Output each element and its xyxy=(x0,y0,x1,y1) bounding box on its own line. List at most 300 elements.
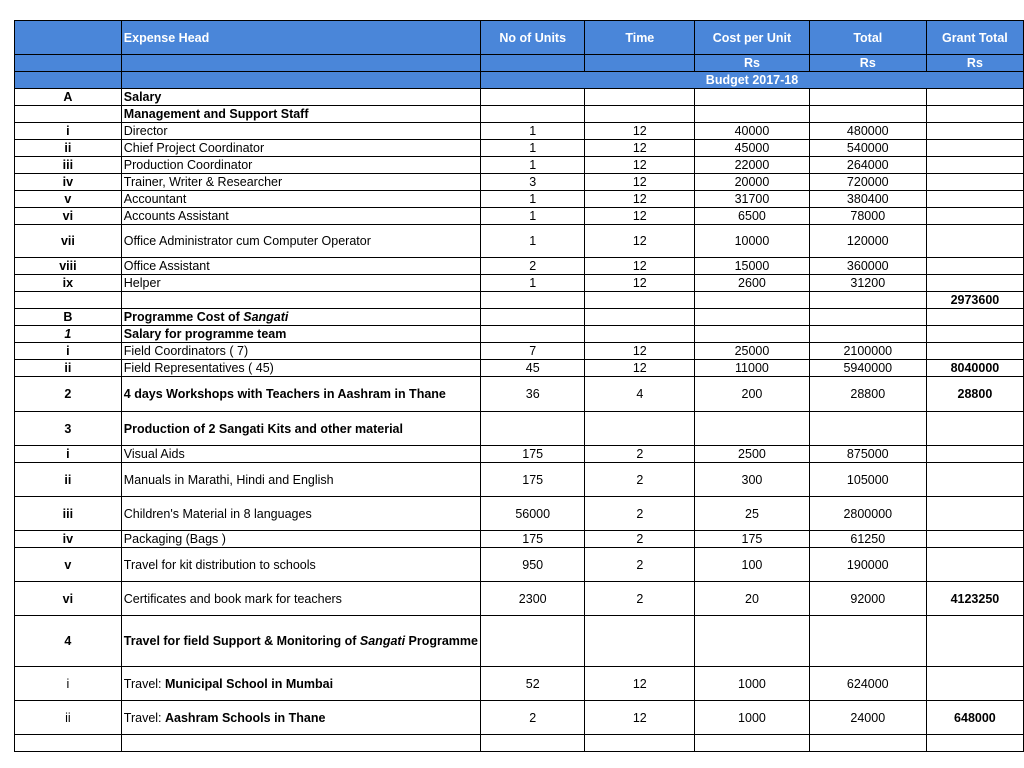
row-code-cell[interactable] xyxy=(15,140,122,157)
table-row xyxy=(15,343,1024,360)
expense-head-cell[interactable] xyxy=(121,106,480,123)
total-cell[interactable]: 480000 xyxy=(809,123,926,140)
row-code-cell[interactable] xyxy=(15,531,122,548)
row-code-cell[interactable] xyxy=(15,157,122,174)
row-code-cell[interactable] xyxy=(15,343,122,360)
expense-head-tail: Programme xyxy=(405,634,478,648)
cell[interactable] xyxy=(121,55,480,72)
grant-total-cell[interactable] xyxy=(926,140,1023,157)
header-time[interactable]: Time xyxy=(585,21,695,55)
time-cell[interactable] xyxy=(585,292,695,309)
grant-total-cell[interactable] xyxy=(926,275,1023,292)
total-cell[interactable] xyxy=(809,292,926,309)
row-code: A xyxy=(63,90,73,104)
cost-per-unit-cell[interactable] xyxy=(695,616,810,667)
expense-head-text: Management and Support Staff xyxy=(123,107,309,121)
expense-head-text: Manuals in Marathi, Hindi and English xyxy=(123,472,334,487)
total-cell[interactable]: 540000 xyxy=(809,140,926,157)
row-code-cell[interactable] xyxy=(15,582,122,616)
table-row xyxy=(15,531,1024,548)
header-expense-head[interactable]: Expense Head xyxy=(121,21,480,55)
grant-total-cell[interactable]: 2973600 xyxy=(926,292,1023,309)
cost-per-unit-cell[interactable]: 175 xyxy=(695,531,810,548)
table-row xyxy=(15,326,1024,343)
units-cell[interactable]: 3 xyxy=(481,174,585,191)
expense-head-cell[interactable] xyxy=(121,89,480,106)
cost-per-unit-cell[interactable] xyxy=(695,326,810,343)
total-cell[interactable]: 264000 xyxy=(809,157,926,174)
total-cell[interactable]: 720000 xyxy=(809,174,926,191)
table-row xyxy=(15,582,1024,616)
expense-head-cell[interactable] xyxy=(121,208,480,225)
expense-head-cell[interactable] xyxy=(121,548,480,582)
row-code-cell[interactable] xyxy=(15,191,122,208)
expense-head-bold: Aashram Schools in Thane xyxy=(165,710,326,725)
row-code-cell[interactable] xyxy=(15,667,122,701)
grant-total-cell[interactable] xyxy=(926,463,1023,497)
expense-head-bold: Municipal School in Mumbai xyxy=(165,676,334,691)
grant-total-cell[interactable] xyxy=(926,667,1023,701)
header-no-of-units[interactable]: No of Units xyxy=(481,21,585,55)
total-cell[interactable] xyxy=(809,326,926,343)
expense-head-text: Office Assistant xyxy=(123,259,210,273)
units-cell[interactable]: 1 xyxy=(481,275,585,292)
header-code-cell[interactable] xyxy=(15,21,122,55)
table-row xyxy=(15,174,1024,191)
header-row xyxy=(15,21,1024,55)
cost-per-unit-cell[interactable]: 25 xyxy=(695,497,810,531)
grant-total-cell[interactable]: 4123250 xyxy=(926,582,1023,616)
row-code: ii xyxy=(65,710,71,725)
cost-per-unit-cell[interactable]: 200 xyxy=(695,377,810,412)
units-cell[interactable]: 1 xyxy=(481,208,585,225)
expense-head-cell[interactable] xyxy=(121,275,480,292)
currency-cost[interactable]: Rs xyxy=(695,55,810,72)
total-cell[interactable]: 190000 xyxy=(809,548,926,582)
time-cell[interactable]: 12 xyxy=(585,667,695,701)
expense-head-cell[interactable] xyxy=(121,446,480,463)
row-code: v xyxy=(64,557,72,572)
time-cell[interactable]: 2 xyxy=(585,463,695,497)
row-code-cell[interactable] xyxy=(15,275,122,292)
expense-head-text: Production of 2 Sangati Kits and other material xyxy=(123,421,403,436)
expense-head-cell[interactable] xyxy=(121,326,480,343)
units-cell[interactable]: 2 xyxy=(481,258,585,275)
time-cell[interactable] xyxy=(585,616,695,667)
expense-head-cell[interactable] xyxy=(121,360,480,377)
grant-total-cell[interactable]: 648000 xyxy=(926,701,1023,735)
expense-head-text: Field Coordinators ( 7) xyxy=(123,344,249,358)
row-code: vi xyxy=(62,591,74,606)
row-code: 1 xyxy=(64,327,72,341)
row-code: 4 xyxy=(64,634,72,648)
row-code: ix xyxy=(62,276,74,290)
total-cell[interactable]: 875000 xyxy=(809,446,926,463)
expense-head-cell[interactable] xyxy=(121,377,480,412)
grant-total-cell[interactable] xyxy=(926,343,1023,360)
expense-head-text: Salary for programme team xyxy=(123,327,287,341)
time-cell[interactable]: 12 xyxy=(585,701,695,735)
table-row xyxy=(15,446,1024,463)
cost-per-unit-cell[interactable]: 20 xyxy=(695,582,810,616)
cost-per-unit-cell[interactable] xyxy=(695,292,810,309)
units-cell[interactable]: 175 xyxy=(481,531,585,548)
expense-head-text: Accounts Assistant xyxy=(123,209,229,223)
total-cell[interactable] xyxy=(809,616,926,667)
table-row xyxy=(15,191,1024,208)
time-cell[interactable]: 12 xyxy=(585,157,695,174)
total-cell[interactable]: 28800 xyxy=(809,377,926,412)
grant-total-cell[interactable] xyxy=(926,412,1023,446)
total-cell[interactable]: 120000 xyxy=(809,225,926,258)
row-code-cell[interactable] xyxy=(15,735,122,752)
row-code: ii xyxy=(64,472,72,487)
table-row xyxy=(15,89,1024,106)
grant-total-cell[interactable] xyxy=(926,497,1023,531)
time-cell[interactable]: 2 xyxy=(585,582,695,616)
cost-per-unit-cell[interactable] xyxy=(695,735,810,752)
expense-head-text: Salary xyxy=(123,90,162,104)
row-code-cell[interactable] xyxy=(15,360,122,377)
cost-per-unit-cell[interactable]: 1000 xyxy=(695,701,810,735)
expense-head-cell[interactable] xyxy=(121,412,480,446)
grant-total-cell[interactable]: 8040000 xyxy=(926,360,1023,377)
cost-per-unit-cell[interactable]: 22000 xyxy=(695,157,810,174)
cost-per-unit-cell[interactable]: 25000 xyxy=(695,343,810,360)
table-row xyxy=(15,258,1024,275)
expense-head-cell[interactable] xyxy=(121,735,480,752)
total-cell[interactable]: 92000 xyxy=(809,582,926,616)
table-row xyxy=(15,412,1024,446)
expense-head-emphasis: Sangati xyxy=(243,310,289,324)
table-row xyxy=(15,616,1024,667)
time-cell[interactable] xyxy=(585,89,695,106)
units-cell[interactable]: 175 xyxy=(481,446,585,463)
expense-head-cell[interactable] xyxy=(121,140,480,157)
row-code-cell[interactable] xyxy=(15,208,122,225)
row-code-cell[interactable] xyxy=(15,497,122,531)
expense-head-text: Director xyxy=(123,124,168,138)
cost-per-unit-cell[interactable]: 2500 xyxy=(695,446,810,463)
expense-head-cell[interactable] xyxy=(121,157,480,174)
row-code: B xyxy=(63,310,73,324)
time-cell[interactable] xyxy=(585,326,695,343)
units-cell[interactable]: 1 xyxy=(481,157,585,174)
grant-total-cell[interactable] xyxy=(926,446,1023,463)
expense-head-text: Accountant xyxy=(123,192,187,206)
units-cell[interactable] xyxy=(481,735,585,752)
table-row xyxy=(15,497,1024,531)
units-cell[interactable]: 1 xyxy=(481,140,585,157)
total-cell[interactable] xyxy=(809,106,926,123)
units-cell[interactable]: 56000 xyxy=(481,497,585,531)
table-row xyxy=(15,157,1024,174)
row-code-cell[interactable] xyxy=(15,106,122,123)
total-cell[interactable]: 2100000 xyxy=(809,343,926,360)
row-code-cell[interactable] xyxy=(15,292,122,309)
expense-head-cell[interactable] xyxy=(121,309,480,326)
table-row xyxy=(15,123,1024,140)
expense-head-text: Office Administrator cum Computer Operator xyxy=(123,234,371,248)
cost-per-unit-cell[interactable]: 11000 xyxy=(695,360,810,377)
budget-table xyxy=(14,20,1024,752)
total-cell[interactable] xyxy=(809,412,926,446)
total-cell[interactable]: 624000 xyxy=(809,667,926,701)
total-cell[interactable]: 380400 xyxy=(809,191,926,208)
grant-total-cell[interactable] xyxy=(926,326,1023,343)
grant-total-cell[interactable] xyxy=(926,548,1023,582)
budget-year-row xyxy=(15,72,1024,89)
time-cell[interactable]: 2 xyxy=(585,497,695,531)
cell[interactable] xyxy=(481,55,585,72)
grant-total-cell[interactable] xyxy=(926,174,1023,191)
time-cell[interactable]: 12 xyxy=(585,123,695,140)
cost-per-unit-cell[interactable]: 10000 xyxy=(695,225,810,258)
expense-head-cell[interactable] xyxy=(121,258,480,275)
cost-per-unit-cell[interactable] xyxy=(695,412,810,446)
table-row xyxy=(15,701,1024,735)
expense-head-text: Chief Project Coordinator xyxy=(123,141,265,155)
table-row xyxy=(15,106,1024,123)
total-cell[interactable] xyxy=(809,309,926,326)
row-code-cell[interactable] xyxy=(15,225,122,258)
cost-per-unit-cell[interactable]: 20000 xyxy=(695,174,810,191)
time-cell[interactable] xyxy=(585,735,695,752)
row-code: 3 xyxy=(64,421,72,436)
row-code-cell[interactable] xyxy=(15,701,122,735)
time-cell[interactable]: 2 xyxy=(585,531,695,548)
cost-per-unit-cell[interactable]: 100 xyxy=(695,548,810,582)
row-code-cell[interactable] xyxy=(15,89,122,106)
row-code: vii xyxy=(60,234,75,248)
table-row xyxy=(15,208,1024,225)
units-cell[interactable]: 7 xyxy=(481,343,585,360)
cost-per-unit-cell[interactable]: 300 xyxy=(695,463,810,497)
row-code: v xyxy=(64,192,72,206)
grant-total-cell[interactable] xyxy=(926,191,1023,208)
cell[interactable] xyxy=(15,55,122,72)
row-code-cell[interactable] xyxy=(15,616,122,667)
row-code: i xyxy=(66,124,70,138)
total-cell[interactable]: 2800000 xyxy=(809,497,926,531)
row-code-cell[interactable] xyxy=(15,548,122,582)
grant-total-cell[interactable] xyxy=(926,208,1023,225)
time-cell[interactable]: 2 xyxy=(585,548,695,582)
expense-head-text: Children's Material in 8 languages xyxy=(123,506,312,521)
table-row xyxy=(15,548,1024,582)
expense-head-text: Travel for kit distribution to schools xyxy=(123,557,316,572)
table-row xyxy=(15,275,1024,292)
expense-head-cell[interactable] xyxy=(121,174,480,191)
time-cell[interactable]: 12 xyxy=(585,343,695,360)
time-cell[interactable]: 12 xyxy=(585,258,695,275)
expense-head-text: Packaging (Bags ) xyxy=(123,532,226,546)
currency-grant[interactable]: Rs xyxy=(926,55,1023,72)
grant-total-cell[interactable] xyxy=(926,309,1023,326)
units-cell[interactable]: 2 xyxy=(481,701,585,735)
grant-total-cell[interactable] xyxy=(926,735,1023,752)
time-cell[interactable]: 12 xyxy=(585,140,695,157)
time-cell[interactable]: 12 xyxy=(585,225,695,258)
row-code-cell[interactable] xyxy=(15,174,122,191)
cost-per-unit-cell[interactable]: 31700 xyxy=(695,191,810,208)
units-cell[interactable] xyxy=(481,292,585,309)
total-cell[interactable]: 360000 xyxy=(809,258,926,275)
table-row xyxy=(15,463,1024,497)
units-cell[interactable] xyxy=(481,89,585,106)
expense-head-text: Production Coordinator xyxy=(123,158,253,172)
row-code: vi xyxy=(62,209,74,223)
cost-per-unit-cell[interactable]: 15000 xyxy=(695,258,810,275)
total-cell[interactable]: 78000 xyxy=(809,208,926,225)
time-cell[interactable]: 12 xyxy=(585,208,695,225)
expense-head-text: Visual Aids xyxy=(123,447,185,461)
total-cell[interactable]: 105000 xyxy=(809,463,926,497)
units-cell[interactable] xyxy=(481,106,585,123)
units-cell[interactable]: 950 xyxy=(481,548,585,582)
grant-total-cell[interactable] xyxy=(926,106,1023,123)
cost-per-unit-cell[interactable]: 45000 xyxy=(695,140,810,157)
table-row xyxy=(15,292,1024,309)
time-cell[interactable]: 12 xyxy=(585,191,695,208)
currency-total[interactable]: Rs xyxy=(809,55,926,72)
row-code: ii xyxy=(64,361,72,375)
cost-per-unit-cell[interactable] xyxy=(695,89,810,106)
expense-head-cell[interactable] xyxy=(121,531,480,548)
units-cell[interactable]: 45 xyxy=(481,360,585,377)
expense-head-cell[interactable] xyxy=(121,582,480,616)
table-row xyxy=(15,225,1024,258)
row-code-cell[interactable] xyxy=(15,412,122,446)
currency-row xyxy=(15,55,1024,72)
cost-per-unit-cell[interactable] xyxy=(695,106,810,123)
units-cell[interactable]: 1 xyxy=(481,225,585,258)
header-total[interactable]: Total xyxy=(809,21,926,55)
expense-head-cell[interactable] xyxy=(121,292,480,309)
row-code: ii xyxy=(64,141,72,155)
cost-per-unit-cell[interactable]: 40000 xyxy=(695,123,810,140)
row-code: iv xyxy=(62,532,74,546)
grant-total-cell[interactable] xyxy=(926,616,1023,667)
expense-head-emphasis: Sangati xyxy=(359,634,406,648)
total-cell[interactable]: 24000 xyxy=(809,701,926,735)
grant-total-cell[interactable] xyxy=(926,258,1023,275)
table-row xyxy=(15,360,1024,377)
grant-total-cell[interactable] xyxy=(926,157,1023,174)
expense-head-cell[interactable] xyxy=(121,701,480,735)
units-cell[interactable]: 1 xyxy=(481,123,585,140)
expense-head-text: Travel for field Support & Monitoring of xyxy=(123,634,360,648)
grant-total-cell[interactable]: 28800 xyxy=(926,377,1023,412)
row-code: iv xyxy=(62,175,74,189)
grant-total-cell[interactable] xyxy=(926,123,1023,140)
total-cell[interactable]: 5940000 xyxy=(809,360,926,377)
total-cell[interactable]: 61250 xyxy=(809,531,926,548)
table-row xyxy=(15,735,1024,752)
table-row xyxy=(15,667,1024,701)
table-row xyxy=(15,140,1024,157)
time-cell[interactable] xyxy=(585,309,695,326)
units-cell[interactable]: 2300 xyxy=(481,582,585,616)
row-code: i xyxy=(66,344,70,358)
expense-head-text: Travel: xyxy=(123,710,165,725)
expense-head-text: Programme Cost of xyxy=(123,310,244,324)
row-code-cell[interactable] xyxy=(15,123,122,140)
table-row xyxy=(15,309,1024,326)
row-code-cell[interactable] xyxy=(15,309,122,326)
cell[interactable] xyxy=(15,72,122,89)
grant-total-cell[interactable] xyxy=(926,89,1023,106)
header-cost-per-unit[interactable]: Cost per Unit xyxy=(695,21,810,55)
table-row xyxy=(15,377,1024,412)
units-cell[interactable] xyxy=(481,309,585,326)
expense-head-text: Travel: xyxy=(123,676,165,691)
units-cell[interactable]: 36 xyxy=(481,377,585,412)
time-cell[interactable]: 4 xyxy=(585,377,695,412)
row-code: iii xyxy=(62,506,74,521)
units-cell[interactable] xyxy=(481,616,585,667)
row-code: i xyxy=(66,447,70,461)
header-grant-total[interactable]: Grant Total xyxy=(926,21,1023,55)
total-cell[interactable] xyxy=(809,735,926,752)
expense-head-cell[interactable] xyxy=(121,123,480,140)
row-code-cell[interactable] xyxy=(15,326,122,343)
units-cell[interactable]: 175 xyxy=(481,463,585,497)
row-code: viii xyxy=(59,259,77,273)
expense-head-cell[interactable] xyxy=(121,667,480,701)
row-code: iii xyxy=(62,158,74,172)
cost-per-unit-cell[interactable]: 2600 xyxy=(695,275,810,292)
expense-head-cell[interactable] xyxy=(121,225,480,258)
time-cell[interactable]: 12 xyxy=(585,174,695,191)
cost-per-unit-cell[interactable] xyxy=(695,309,810,326)
expense-head-text: 4 days Workshops with Teachers in Aashram in Thane xyxy=(123,387,446,401)
row-code-cell[interactable] xyxy=(15,463,122,497)
expense-head-text: Field Representatives ( 45) xyxy=(123,361,274,375)
cost-per-unit-cell[interactable]: 1000 xyxy=(695,667,810,701)
expense-head-cell[interactable] xyxy=(121,343,480,360)
expense-head-cell[interactable] xyxy=(121,497,480,531)
row-code-cell[interactable] xyxy=(15,258,122,275)
time-cell[interactable]: 12 xyxy=(585,360,695,377)
units-cell[interactable] xyxy=(481,412,585,446)
time-cell[interactable]: 12 xyxy=(585,275,695,292)
cell[interactable] xyxy=(585,55,695,72)
total-cell[interactable]: 31200 xyxy=(809,275,926,292)
row-code: i xyxy=(66,676,70,691)
time-cell[interactable] xyxy=(585,412,695,446)
units-cell[interactable] xyxy=(481,326,585,343)
time-cell[interactable] xyxy=(585,106,695,123)
row-code-cell[interactable] xyxy=(15,446,122,463)
row-code-cell[interactable] xyxy=(15,377,122,412)
cell[interactable] xyxy=(121,72,480,89)
total-cell[interactable] xyxy=(809,89,926,106)
row-code: 2 xyxy=(64,387,72,401)
budget-year-label[interactable]: Budget 2017-18 xyxy=(481,72,1024,89)
grant-total-cell[interactable] xyxy=(926,531,1023,548)
expense-head-cell[interactable] xyxy=(121,463,480,497)
expense-head-text: Trainer, Writer & Researcher xyxy=(123,175,283,189)
expense-head-text: Certificates and book mark for teachers xyxy=(123,591,342,606)
units-cell[interactable]: 1 xyxy=(481,191,585,208)
units-cell[interactable]: 52 xyxy=(481,667,585,701)
expense-head-cell[interactable] xyxy=(121,191,480,208)
time-cell[interactable]: 2 xyxy=(585,446,695,463)
expense-head-cell[interactable] xyxy=(121,616,480,667)
grant-total-cell[interactable] xyxy=(926,225,1023,258)
cost-per-unit-cell[interactable]: 6500 xyxy=(695,208,810,225)
